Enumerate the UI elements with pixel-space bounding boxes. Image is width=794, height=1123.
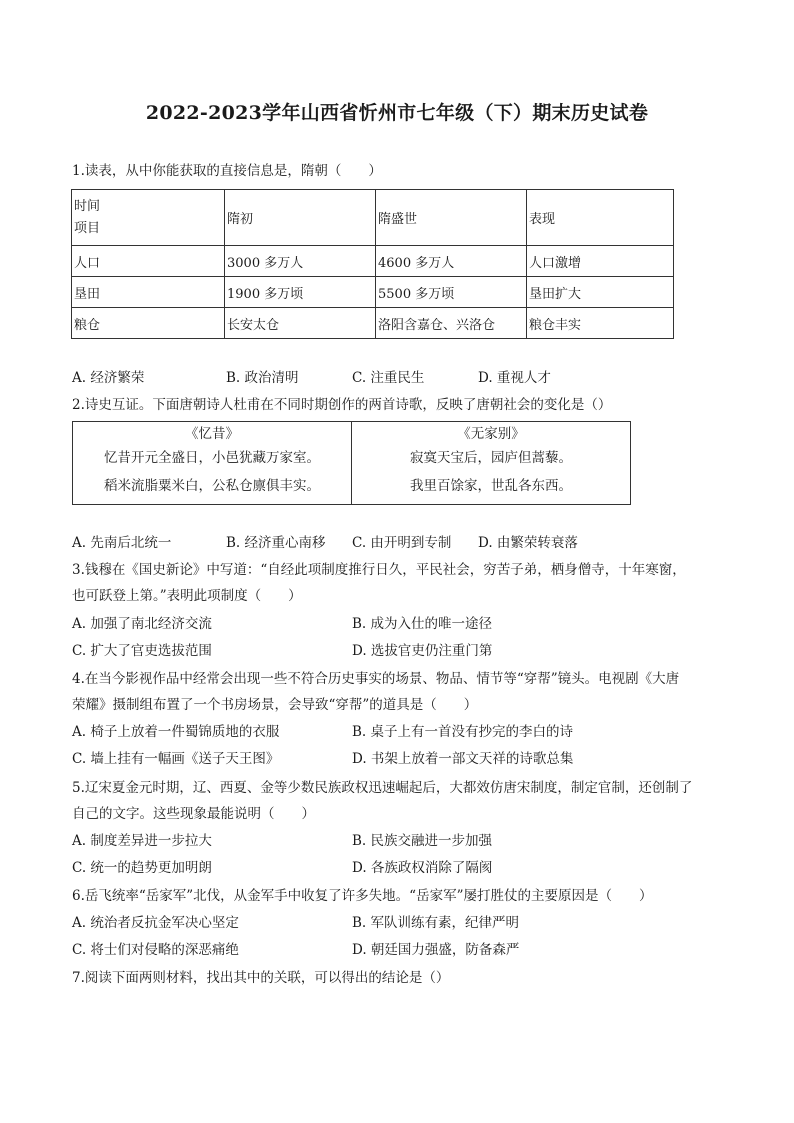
table-header-cell: 隋盛世 — [376, 190, 527, 246]
table-corner-cell — [72, 190, 225, 246]
poem-cell-wujiabie — [352, 422, 631, 505]
q2-poem-table — [72, 421, 631, 505]
q3-option-c[interactable]: C. 扩大了官吏选拔范围 — [72, 643, 212, 659]
q4-stem-line-1: 4.在当今影视作品中经常会出现一些不符合历史事实的场景、物品、情节等“穿帮”镜头。电视剧《大唐 — [72, 671, 680, 687]
table-cell: 洛阳含嘉仓、兴洛仓 — [376, 308, 527, 339]
poem-line: 稻米流脂粟米白，公私仓廪俱丰实。 — [104, 478, 320, 494]
q5-stem-line-2: 自己的文字。这些现象最能说明（ ） — [72, 806, 315, 822]
q5-option-d[interactable]: D. 各族政权消除了隔阂 — [352, 860, 493, 876]
table-header-row — [72, 190, 674, 246]
q7-stem: 7.阅读下面两则材料，找出其中的关联，可以得出的结论是（） — [72, 970, 450, 986]
table-header-cell: 隋初 — [225, 190, 376, 246]
poem-line: 忆昔开元全盛日，小邑犹藏万家室。 — [104, 450, 320, 466]
q2-option-b[interactable]: B. 经济重心南移 — [226, 535, 326, 551]
q1-option-c[interactable]: C. 注重民生 — [352, 370, 425, 386]
q5-stem-line-1: 5.辽宋夏金元时期，辽、西夏、金等少数民族政权迅速崛起后，大都效仿唐宋制度，制定官制，还创制了 — [72, 780, 693, 796]
q1-stem: 1.读表，从中你能获取的直接信息是，隋朝（ ） — [72, 163, 382, 179]
table-cell: 3000 多万人 — [225, 246, 376, 277]
q2-stem: 2.诗史互证。下面唐朝诗人杜甫在不同时期创作的两首诗歌，反映了唐朝社会的变化是（） — [72, 397, 612, 413]
q3-stem-line-1: 3.钱穆在《国史新论》中写道：“自经此项制度推行日久，平民社会，穷苦子弟，栖身僧寺，十年寒窗， — [72, 562, 686, 578]
corner-top-label: 时间 — [74, 198, 101, 214]
table-cell: 1900 多万顷 — [225, 277, 376, 308]
q3-option-d[interactable]: D. 选拔官吏仍注重门第 — [352, 643, 493, 659]
q1-option-d[interactable]: D. 重视人才 — [478, 370, 551, 386]
table-cell: 粮仓 — [72, 308, 225, 339]
q3-option-a[interactable]: A. 加强了南北经济交流 — [72, 616, 212, 632]
q1-option-a[interactable]: A. 经济繁荣 — [72, 370, 145, 386]
table-cell: 长安太仓 — [225, 308, 376, 339]
table-row — [72, 308, 674, 339]
q6-stem: 6.岳飞统率“岳家军”北伐，从金军手中收复了许多失地。“岳家军”屡打胜仗的主要原因是（ ） — [72, 888, 653, 904]
q5-option-a[interactable]: A. 制度差异进一步拉大 — [72, 833, 212, 849]
q4-stem-line-2: 荣耀》摄制组布置了一个书房场景，会导致“穿帮”的道具是（ ） — [72, 697, 478, 713]
table-cell: 人口激增 — [527, 246, 674, 277]
poem-line: 我里百馀家，世乱各东西。 — [410, 478, 572, 494]
table-row — [72, 277, 674, 308]
table-row — [73, 422, 631, 505]
q4-option-a[interactable]: A. 椅子上放着一件蜀锦质地的衣服 — [72, 724, 280, 740]
q4-option-b[interactable]: B. 桌子上有一首没有抄完的李白的诗 — [352, 724, 574, 740]
table-cell: 粮仓丰实 — [527, 308, 674, 339]
q5-option-b[interactable]: B. 民族交融进一步加强 — [352, 833, 493, 849]
poem-title: 《忆昔》 — [185, 426, 239, 442]
q2-option-d[interactable]: D. 由繁荣转衰落 — [478, 535, 578, 551]
q4-option-c[interactable]: C. 墙上挂有一幅画《送子天王图》 — [72, 751, 280, 767]
q3-stem-line-2: 也可跃登上第。”表明此项制度（ ） — [72, 588, 302, 604]
table-cell: 人口 — [72, 246, 225, 277]
q6-option-a[interactable]: A. 统治者反抗金军决心坚定 — [72, 915, 239, 931]
poem-title: 《无家别》 — [457, 426, 525, 442]
poem-line: 寂寞天宝后，园庐但蒿藜。 — [410, 450, 572, 466]
q1-option-b[interactable]: B. 政治清明 — [226, 370, 299, 386]
q6-option-b[interactable]: B. 军队训练有素，纪律严明 — [352, 915, 520, 931]
q3-option-b[interactable]: B. 成为入仕的唯一途径 — [352, 616, 493, 632]
table-row — [72, 246, 674, 277]
table-cell: 4600 多万人 — [376, 246, 527, 277]
q2-option-a[interactable]: A. 先南后北统一 — [72, 535, 172, 551]
q1-table — [71, 189, 674, 339]
table-cell: 垦田扩大 — [527, 277, 674, 308]
corner-bottom-label: 项目 — [74, 220, 101, 236]
table-cell: 垦田 — [72, 277, 225, 308]
page-title: 2022-2023学年山西省忻州市七年级（下）期末历史试卷 — [145, 102, 649, 124]
q6-option-c[interactable]: C. 将士们对侵略的深恶痛绝 — [72, 942, 239, 958]
q2-option-c[interactable]: C. 由开明到专制 — [352, 535, 452, 551]
table-header-cell: 表现 — [527, 190, 674, 246]
q4-option-d[interactable]: D. 书架上放着一部文天祥的诗歌总集 — [352, 751, 574, 767]
poem-cell-yixi — [73, 422, 352, 505]
table-cell: 5500 多万顷 — [376, 277, 527, 308]
q6-option-d[interactable]: D. 朝廷国力强盛，防备森严 — [352, 942, 520, 958]
q5-option-c[interactable]: C. 统一的趋势更加明朗 — [72, 860, 212, 876]
